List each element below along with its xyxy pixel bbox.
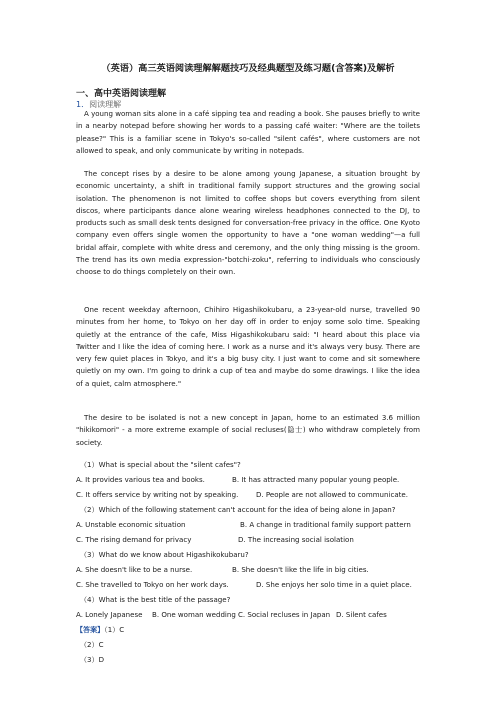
passage-paragraph: The desire to be isolated is not a new concept in Japan, home to an estimated 3.6 million "hikikomori" - a more extreme example of social recluses(隐士) who withdraw completely from society. [76, 413, 420, 447]
question-option: A. It provides various tea and books. [76, 475, 205, 484]
question-stem: （2）Which of the following statement can't account for the idea of being alone in Japan? [80, 505, 396, 514]
question-stem: （4）What is the best title of the passage? [80, 595, 231, 604]
question-option: A. Unstable economic situation [76, 520, 186, 529]
question-stem: （3）What do we know about Higashikokubaru? [80, 550, 249, 559]
question-option: D. Silent cafes [336, 610, 387, 619]
question-option: A. Lonely Japanese [76, 610, 143, 619]
passage-paragraph: A young woman sits alone in a café sipping tea and reading a book. She pauses briefly to write in a nearby notepad before showing her words to a passing café waiter: "Where are the toilets please?" This is a familiar scene in Tokyo's so-called "silent cafés", where customers are not allowed to speak, and only communicate by writing in notepads. [76, 109, 420, 155]
subsection-number: 1． [76, 100, 90, 109]
answer-item: （1）C [104, 625, 125, 634]
answer-item: （2）C [80, 640, 104, 649]
subsection-label: 阅读理解 [89, 100, 122, 109]
passage-paragraph: The concept rises by a desire to be alone among young Japanese, a situation brought by economic uncertainty, a shift in traditional family support structures and the growing social isolation. The phenomenon is not limited to coffee shops but covers everything from silent discos, where participants dance alone wearing wireless headphones connected to the DJ, to products such as small desk tents designed for conversation-free privacy in the office. One Kyoto company even offers single women the opportunity to have a "one woman wedding"—a full bridal affair, complete with white dress and ceremony, and the only thing missing is the groom. The trend has its own media expression-"botchi-zoku", referring to individuals who consciously choose to do things completely on their own. [76, 169, 420, 276]
question-option: C. The rising demand for privacy [76, 535, 192, 544]
question-option: B. It has attracted many popular young people. [232, 475, 400, 484]
question-option: C. She travelled to Tokyo on her work days. [76, 580, 229, 589]
answer-tag: 【答案】 [76, 625, 105, 634]
page-title: （英语）高三英语阅读理解解题技巧及经典题型及练习题(含答案)及解析 [101, 63, 395, 74]
question-option: B. She doesn't like the life in big cities. [232, 565, 369, 574]
question-option: C. Social recluses in Japan [238, 610, 331, 619]
section-heading: 一、高中英语阅读理解 [76, 89, 167, 99]
answer-item: （3）D [80, 655, 105, 664]
question-option: C. It offers service by writing not by speaking. [76, 490, 239, 499]
question-option: D. The increasing social isolation [238, 535, 354, 544]
question-option: B. A change in traditional family support pattern [240, 520, 411, 529]
question-option: D. People are not allowed to communicate. [256, 490, 408, 499]
question-stem: （1）What is special about the "silent cafes"? [80, 460, 241, 469]
passage-paragraph: One recent weekday afternoon, Chihiro Higashikokubaru, a 23-year-old nurse, travelled 90 minutes from her home, to Tokyo on her day off in order to enjoy some solo time. Speaking quietly at the entrance of the cafe, Miss Higashikokubaru said: "I heard about this place via Twitter and I like the idea of coming here. I work as a nurse and it's always very busy. There are very few quiet places in Tokyo, and it's a big busy city. I just want to come and sit somewhere quietly on my own. I'm going to drink a cup of tea and maybe do some drawings. I like the idea of a quiet, calm atmosphere." [76, 305, 420, 388]
question-option: A. She doesn't like to be a nurse. [76, 565, 193, 574]
question-option: B. One woman wedding [152, 610, 236, 619]
question-option: D. She enjoys her solo time in a quiet place. [256, 580, 412, 589]
answer-line [76, 625, 124, 635]
